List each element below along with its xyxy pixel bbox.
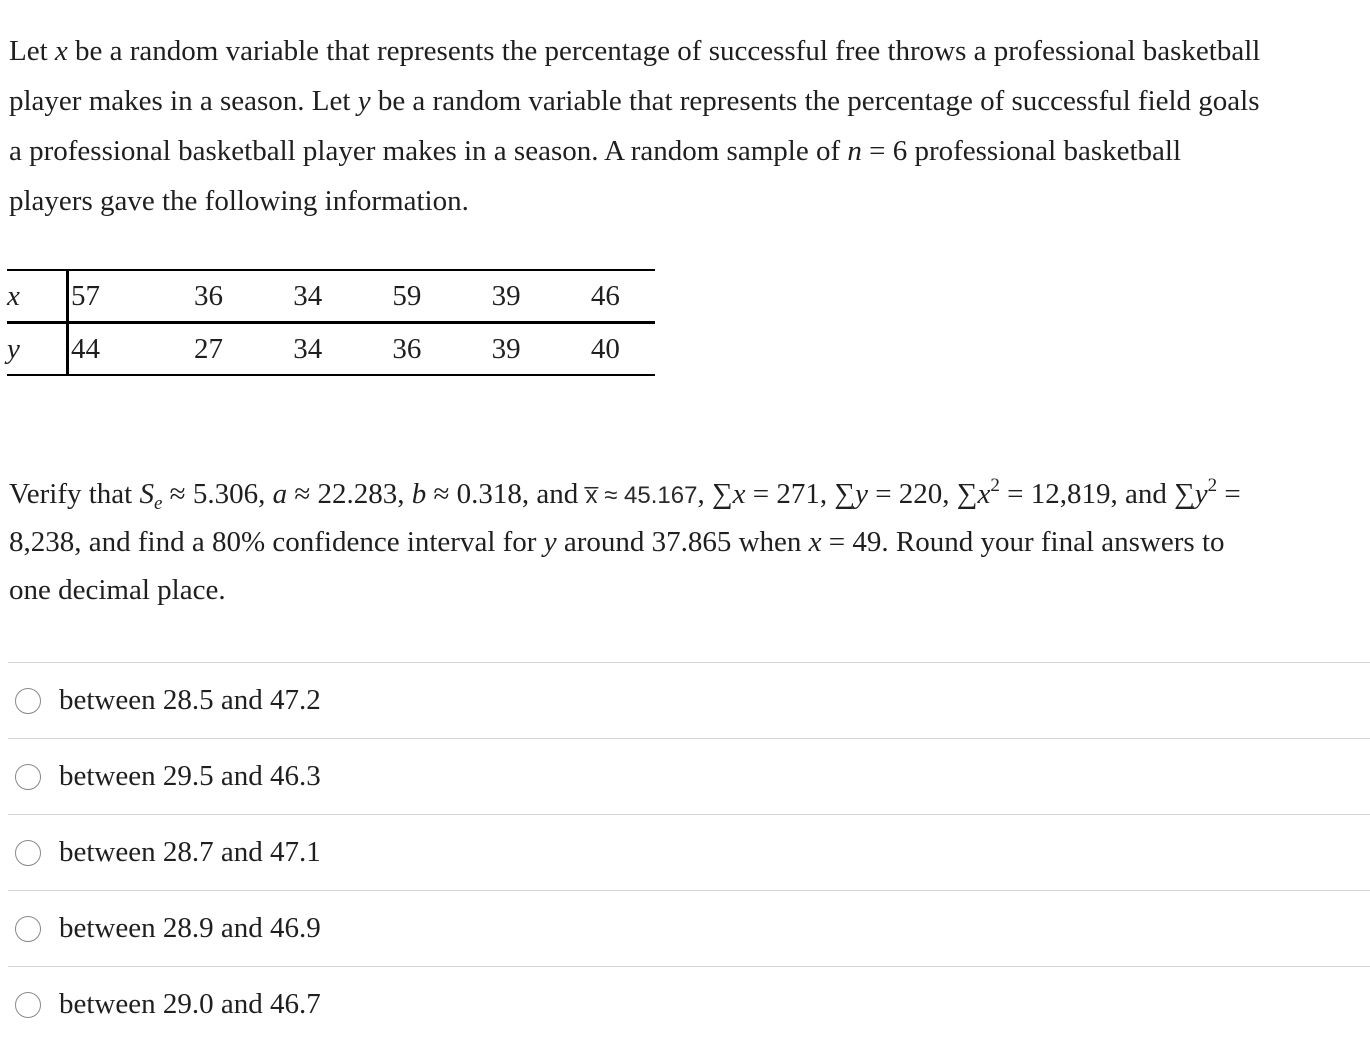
- option-label: between 29.5 and 46.3: [59, 760, 321, 792]
- intro-line-3: a professional basketball player makes in a season. A random sample of n = 6 professional basketball: [9, 135, 1182, 167]
- table-cell: 39: [457, 270, 556, 323]
- answer-options: [8, 662, 1370, 1042]
- option-label: between 28.5 and 47.2: [59, 684, 321, 716]
- table-cell: 57: [67, 270, 158, 323]
- intro-line-2: player makes in a season. Let y be a random variable that represents the percentage of successful field goals: [9, 85, 1260, 117]
- verify-line-3: one decimal place.: [9, 574, 226, 606]
- radio-button[interactable]: [15, 688, 41, 714]
- option-label: between 29.0 and 46.7: [59, 988, 321, 1020]
- radio-button[interactable]: [15, 992, 41, 1018]
- table-cell: 34: [258, 270, 357, 323]
- table-row-y: [7, 323, 655, 376]
- answer-option-2[interactable]: [8, 738, 1370, 814]
- table-cell: 36: [357, 323, 456, 376]
- intro-line-1: Let x be a random variable that represents the percentage of successful free throws a professional basketball: [9, 35, 1261, 67]
- radio-button[interactable]: [15, 916, 41, 942]
- row-label-y: y: [7, 323, 67, 376]
- table-cell: 59: [357, 270, 456, 323]
- table-cell: 39: [457, 323, 556, 376]
- table-cell: 46: [556, 270, 655, 323]
- table-row-x: [7, 270, 655, 323]
- radio-button[interactable]: [15, 840, 41, 866]
- option-label: between 28.7 and 47.1: [59, 836, 321, 868]
- table-cell: 27: [159, 323, 258, 376]
- x-bar-value: x̅ ≈ 45.167: [585, 482, 698, 509]
- intro-line-4: players gave the following information.: [9, 185, 469, 217]
- row-label-x: x: [7, 270, 67, 323]
- verify-instruction: [9, 470, 1370, 614]
- data-table: [7, 269, 655, 376]
- table-cell: 40: [556, 323, 655, 376]
- answer-option-1[interactable]: [8, 662, 1370, 738]
- option-label: between 28.9 and 46.9: [59, 912, 321, 944]
- answer-option-4[interactable]: [8, 890, 1370, 966]
- table-cell: 44: [67, 323, 158, 376]
- answer-option-3[interactable]: [8, 814, 1370, 890]
- answer-option-5[interactable]: [8, 966, 1370, 1042]
- verify-line-2: 8,238, and find a 80% confidence interval for y around 37.865 when x = 49. Round your final answers to: [9, 526, 1225, 558]
- table-cell: 34: [258, 323, 357, 376]
- table-cell: 36: [159, 270, 258, 323]
- question-intro: [9, 26, 1370, 226]
- verify-line-1: Verify that $S_e \approx 5.306$, a ≈ 22.283, b ≈ 0.318, and x̅ ≈ 45.167, ∑x = 271, ∑y = 220, $\sum x^2 = 12,819$, and $\sum y^2$ =: [9, 475, 1241, 514]
- radio-button[interactable]: [15, 764, 41, 790]
